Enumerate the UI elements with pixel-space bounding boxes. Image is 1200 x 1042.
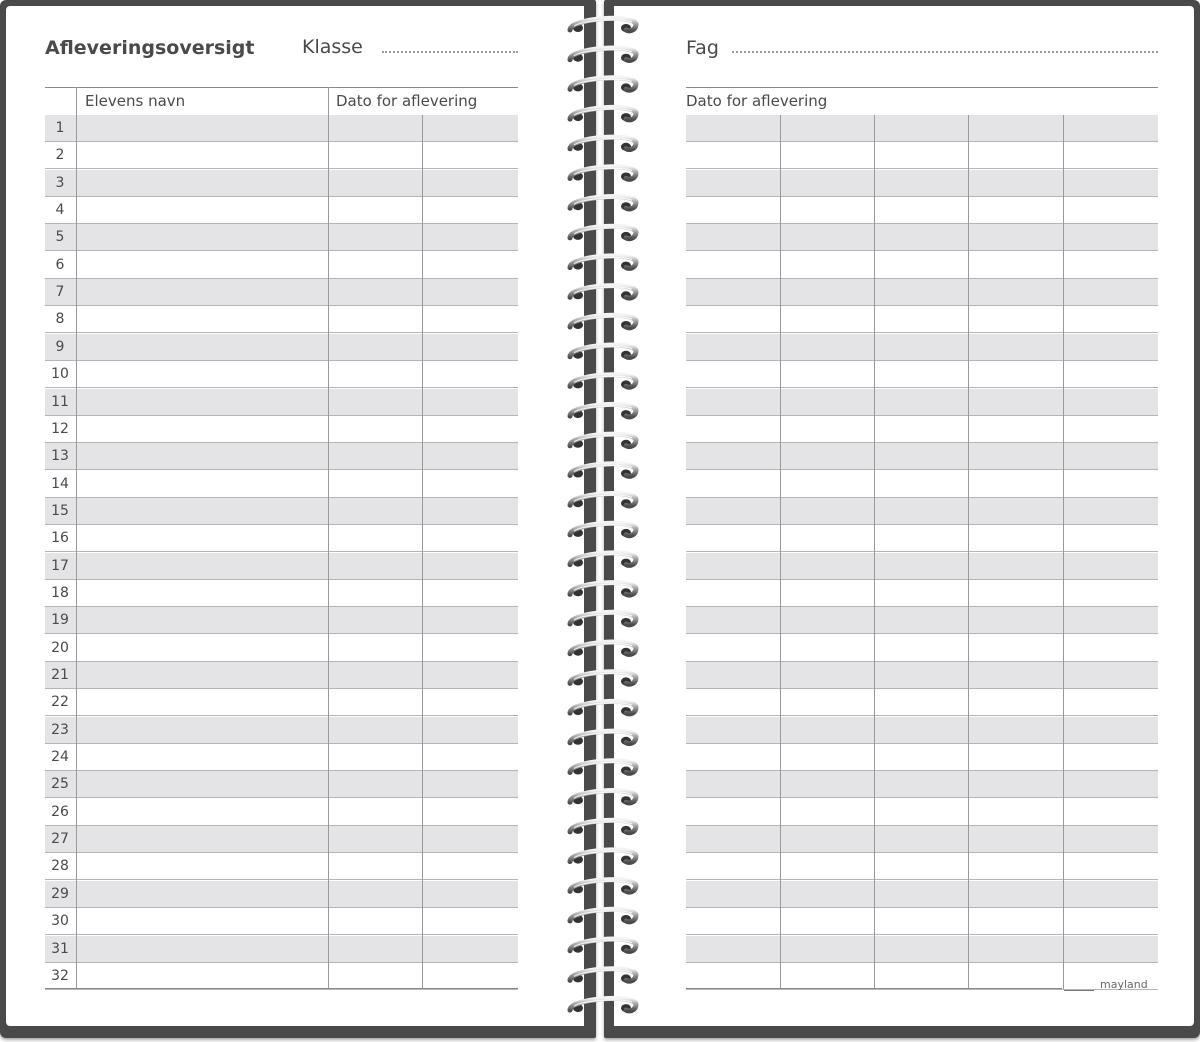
table-row[interactable] [45,115,518,142]
right-column-header-date: Dato for aflevering [686,92,828,110]
row-number: 4 [55,202,65,218]
row-number: 11 [51,394,69,410]
table-row[interactable] [45,963,518,990]
row-number: 5 [55,229,65,245]
row-number: 32 [51,968,69,984]
row-number: 15 [51,503,69,519]
right-table-row[interactable] [686,115,1158,142]
right-table-row[interactable] [686,252,1158,279]
right-table-row[interactable] [686,553,1158,580]
row-number: 2 [55,147,65,163]
table-row[interactable] [45,334,518,361]
right-table-row[interactable] [686,717,1158,744]
right-table-row[interactable] [686,224,1158,251]
table-row[interactable] [45,717,518,744]
table-row[interactable] [45,525,518,552]
table-row[interactable] [45,279,518,306]
table-row[interactable] [45,689,518,716]
right-table-row[interactable] [686,361,1158,388]
row-number: 23 [51,722,69,738]
right-table-top-line [686,87,1158,88]
row-number: 10 [51,366,69,382]
right-table-row[interactable] [686,799,1158,826]
right-table-row[interactable] [686,936,1158,963]
row-number: 18 [51,585,69,601]
right-table-row[interactable] [686,443,1158,470]
table-row[interactable] [45,662,518,689]
table-row[interactable] [45,908,518,935]
table-row[interactable] [45,553,518,580]
right-table-row[interactable] [686,197,1158,224]
row-number: 16 [51,530,69,546]
row-number: 6 [55,257,65,273]
name-column-divider [328,87,329,989]
right-table-row[interactable] [686,963,1158,990]
right-table-row[interactable] [686,853,1158,880]
subject-fill-line[interactable] [732,51,1158,53]
right-column-divider-1 [780,115,781,989]
table-row[interactable] [45,580,518,607]
right-table-row[interactable] [686,689,1158,716]
right-table-row[interactable] [686,881,1158,908]
row-number: 27 [51,831,69,847]
row-number: 3 [55,175,65,191]
brand-logo: mayland [1100,978,1148,991]
row-number: 14 [51,476,69,492]
table-row[interactable] [45,498,518,525]
right-table-row[interactable] [686,635,1158,662]
table-row[interactable] [45,443,518,470]
right-table-row[interactable] [686,662,1158,689]
row-number: 20 [51,640,69,656]
table-row[interactable] [45,197,518,224]
right-table-row[interactable] [686,306,1158,333]
right-table-row[interactable] [686,607,1158,634]
table-row[interactable] [45,881,518,908]
table-row[interactable] [45,853,518,880]
row-number: 31 [51,941,69,957]
right-table-row[interactable] [686,826,1158,853]
row-number: 9 [55,339,65,355]
brand-underline [1064,990,1094,991]
date-column-divider [422,115,423,989]
row-number: 13 [51,448,69,464]
number-column-divider [76,87,77,989]
right-table-row[interactable] [686,525,1158,552]
table-row[interactable] [45,744,518,771]
right-table-row[interactable] [686,279,1158,306]
right-column-divider-4 [1063,115,1064,989]
row-number: 26 [51,804,69,820]
row-number: 1 [55,120,65,136]
right-table-row[interactable] [686,334,1158,361]
row-number: 19 [51,612,69,628]
row-number: 25 [51,776,69,792]
row-number: 28 [51,858,69,874]
table-row[interactable] [45,306,518,333]
table-row[interactable] [45,635,518,662]
table-bottom-line [45,988,518,989]
table-row[interactable] [45,799,518,826]
table-row[interactable] [45,471,518,498]
table-row[interactable] [45,416,518,443]
row-number: 22 [51,694,69,710]
row-number: 21 [51,667,69,683]
column-header-date: Dato for aflevering [336,92,478,110]
spiral-binding [560,0,644,1042]
table-row[interactable] [45,170,518,197]
right-table-row[interactable] [686,471,1158,498]
right-table-row[interactable] [686,416,1158,443]
row-number: 8 [55,311,65,327]
table-row[interactable] [45,224,518,251]
page-title: Afleveringsoversigt [45,37,255,59]
right-table-row[interactable] [686,771,1158,798]
class-fill-line[interactable] [382,51,518,53]
column-header-name: Elevens navn [85,92,186,110]
table-row[interactable] [45,252,518,279]
row-number: 7 [55,284,65,300]
right-table-row[interactable] [686,170,1158,197]
right-table-bottom-line [686,988,1062,989]
table-row[interactable] [45,607,518,634]
right-column-divider-3 [968,115,969,989]
right-table-row[interactable] [686,389,1158,416]
right-table-row[interactable] [686,744,1158,771]
row-number: 17 [51,558,69,574]
row-number: 29 [51,886,69,902]
right-table-row[interactable] [686,580,1158,607]
class-label: Klasse [302,36,363,58]
table-row[interactable] [45,826,518,853]
table-row[interactable] [45,389,518,416]
table-row[interactable] [45,361,518,388]
table-row[interactable] [45,936,518,963]
table-top-line [45,87,518,88]
right-column-divider-2 [874,115,875,989]
right-table-row[interactable] [686,498,1158,525]
row-number: 24 [51,749,69,765]
row-number: 30 [51,913,69,929]
table-row[interactable] [45,142,518,169]
right-table-row[interactable] [686,908,1158,935]
table-row[interactable] [45,771,518,798]
right-table-row[interactable] [686,142,1158,169]
row-number: 12 [51,421,69,437]
subject-label: Fag [686,37,719,59]
